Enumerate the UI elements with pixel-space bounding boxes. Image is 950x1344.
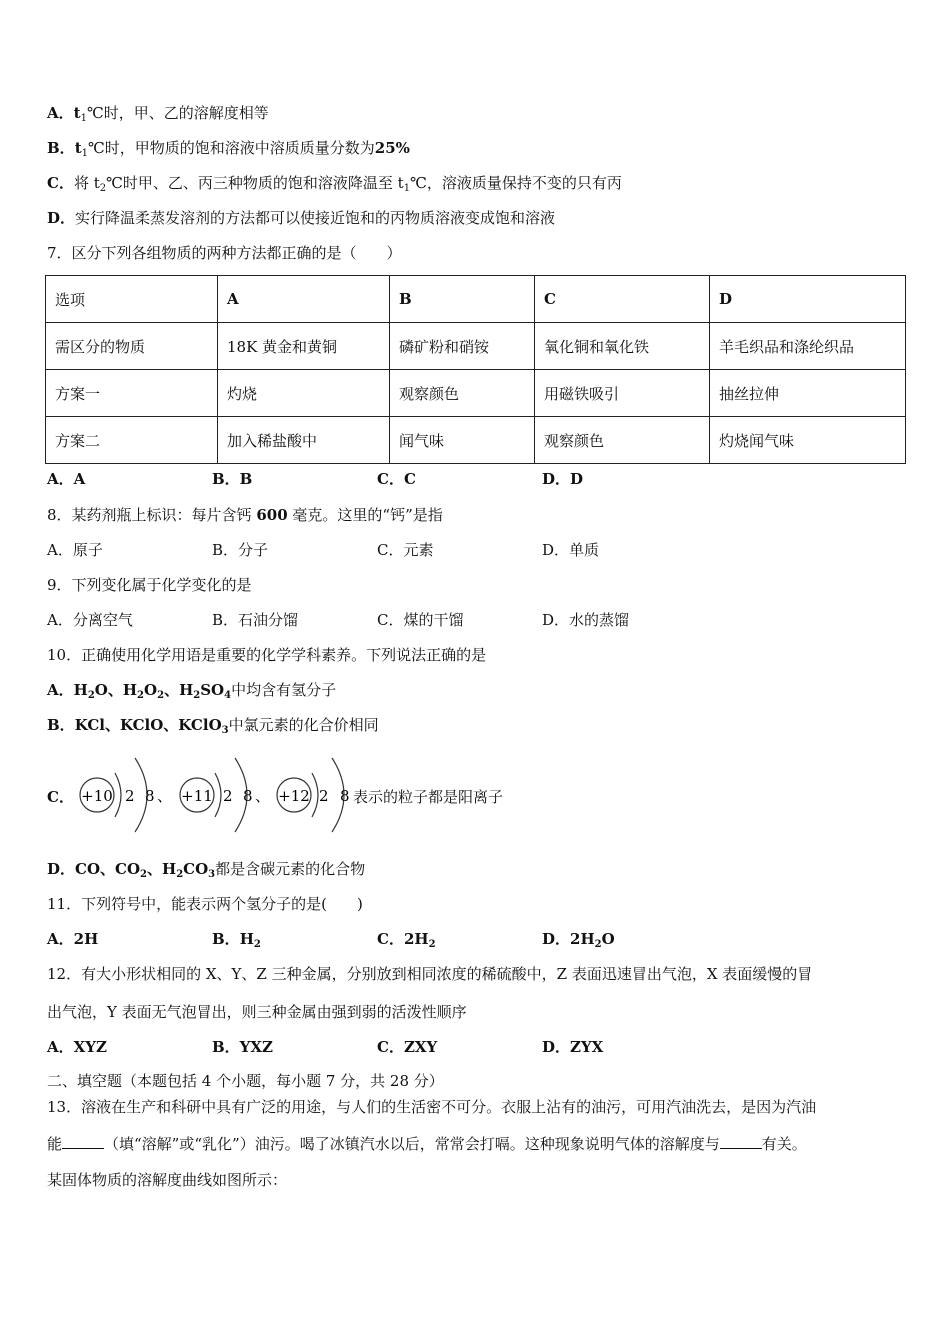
subscript: 2 [87,690,95,701]
formula: H [73,681,88,699]
q9-option-d: D．水的蒸馏 [542,611,630,629]
text: 都是含碳元素的化合物 [215,860,366,878]
subscript: 2 [594,939,602,950]
formula: CO、CO [75,860,141,878]
q10-option-b [47,715,379,735]
table-cell: 抽丝拉伸 [710,370,906,417]
text: 毫克。这里的“钙”是指 [292,506,443,524]
formula: 2H [403,930,429,948]
formula: 、H [147,860,177,878]
option-letter: A． [47,104,74,122]
q13-line3: 某固体物质的溶解度曲线如图所示： [47,1171,288,1189]
text: t [73,104,81,122]
q6-option-d [47,208,555,228]
table-cell: 方案一 [46,370,218,417]
number: 25% [374,139,410,157]
q12-option-b: B．YXZ [212,1038,273,1056]
shell-electrons: 2 [319,787,329,805]
q7-option-a: A．A [47,470,86,488]
q6-option-b [47,138,410,158]
q10-option-c-letter: C． [47,788,74,806]
subscript: 2 [137,690,145,701]
subscript: 3 [221,725,229,736]
subscript: 2 [428,939,436,950]
table-row [46,323,906,370]
q9-option-a: A．分离空气 [47,611,133,629]
formula: SO [200,681,225,699]
q8-option-b: B．分子 [212,541,269,559]
q13-line2 [47,1134,807,1154]
subscript: 1 [81,148,88,159]
shell-electrons: 8 [145,787,155,805]
q7-table [45,275,906,464]
table-cell: 氧化铜和氧化铁 [535,323,710,370]
text: 中氯元素的化合价相同 [228,716,379,734]
option-letter: C． [47,174,74,192]
option-letter: B． [47,716,75,734]
formula: 2H [570,930,595,948]
subscript: 2 [157,690,165,701]
formula: 、H [164,681,194,699]
subscript: 1 [403,183,411,194]
q11-option-d [542,929,615,949]
subscript: 2 [253,939,261,950]
q6-option-a [47,103,269,123]
q8-option-a: A．原子 [47,541,103,559]
subscript: 4 [224,690,232,701]
text: 实行降温柔蒸发溶剂的方法都可以使接近饱和的丙物质溶液变成饱和溶液 [75,209,556,227]
q12-stem-line1: 12．有大小形状相同的 X、Y、Z 三种金属，分别放到相同浓度的稀硫酸中，Z 表面迅速冒出气泡，X 表面缓慢的冒 [47,965,813,983]
q9-stem: 9．下列变化属于化学变化的是 [47,576,252,594]
table-cell: C [535,276,710,323]
formula: H [239,930,254,948]
text: 8．某药剂瓶上标识：每片含钙 [47,506,252,524]
q7-option-d: D．D [542,470,584,488]
text: t [74,139,82,157]
table-cell: 18K 黄金和黄铜 [218,323,390,370]
text: 有关。 [761,1135,807,1153]
table-cell: 选项 [46,276,218,323]
option-letter: A． [47,681,74,699]
q7-stem: 7．区分下列各组物质的两种方法都正确的是（ ） [47,244,402,262]
q10-option-c-text: 表示的粒子都是阳离子 [353,788,504,806]
table-cell: A [218,276,390,323]
q8-stem [47,505,443,525]
text: ℃时，甲物质的饱和溶液中溶质质量分数为 [88,139,375,157]
option-letter: D． [47,860,76,878]
nucleus-charge: +11 [181,787,213,805]
text: ℃时甲、乙、丙三种物质的饱和溶液降温至 t [106,174,404,192]
ion-diagram-3 [277,758,350,832]
q7-option-b: B．B [212,470,253,488]
q7-option-c: C．C [377,470,416,488]
text: 能 [47,1135,63,1153]
table-cell: 羊毛织品和涤纶织品 [710,323,906,370]
text: 将 t [73,174,100,192]
table-cell: D [710,276,906,323]
answer-blank-1[interactable] [62,1134,104,1149]
formula: O [144,681,158,699]
nucleus-charge: +10 [81,787,113,805]
q10-option-d [47,859,365,879]
table-row [46,370,906,417]
q8-option-d: D．单质 [542,541,600,559]
text: ℃时，甲、乙的溶解度相等 [86,104,269,122]
table-cell: 灼烧 [218,370,390,417]
q12-option-c: C．ZXY [377,1038,438,1056]
q10-option-a [47,680,336,700]
q9-option-b: B．石油分馏 [212,611,299,629]
table-cell: 用磁铁吸引 [535,370,710,417]
option-letter: D． [47,209,76,227]
ion-diagram-2 [180,758,270,832]
subscript: 1 [80,113,87,124]
formula: 2H [73,930,99,948]
subscript: 2 [193,690,201,701]
q12-option-a: A．XYZ [47,1038,107,1056]
table-cell: 观察颜色 [535,417,710,464]
text: （填“溶解”或“乳化”）油污。喝了冰镇汽水以后，常常会打嗝。这种现象说明气体的溶解度与 [104,1135,720,1153]
table-row [46,417,906,464]
table-cell: 加入稀盐酸中 [218,417,390,464]
q11-stem: 11．下列符号中，能表示两个氢分子的是( ) [47,895,363,913]
q12-stem-line2: 出气泡，Y 表面无气泡冒出，则三种金属由强到弱的活泼性顺序 [47,1003,467,1021]
table-header-row [46,276,906,323]
formula: O、H [94,681,138,699]
nucleus-charge: +12 [278,787,310,805]
text: ℃，溶液质量保持不变的只有丙 [410,174,622,192]
table-cell: 方案二 [46,417,218,464]
formula: KCl、KClO、KClO [74,716,222,734]
table-cell: 磷矿粉和硝铵 [390,323,535,370]
option-letter: A． [47,930,74,948]
q8-option-c: C．元素 [377,541,434,559]
subscript: 3 [208,869,216,880]
shell-electrons: 2 [223,787,233,805]
subscript: 2 [140,869,147,880]
shell-electrons: 8 [340,787,350,805]
formula: O [601,930,615,948]
q11-option-b [212,929,261,949]
text: 中均含有氢分子 [231,681,337,699]
option-letter: D． [542,930,571,948]
subscript: 2 [176,869,184,880]
table-cell: 灼烧闻气味 [710,417,906,464]
table-cell: B [390,276,535,323]
number: 600 [256,506,288,524]
option-letter: B． [47,139,75,157]
q13-line1: 13．溶液在生产和科研中具有广泛的用途，与人们的生活密不可分。衣服上沾有的油污，可用汽油洗去，是因为汽油 [47,1098,817,1116]
ion-structure-diagrams [47,748,367,840]
table-cell: 需区分的物质 [46,323,218,370]
q11-option-c [377,929,436,949]
q10-stem: 10．正确使用化学用语是重要的化学学科素养。下列说法正确的是 [47,646,487,664]
q12-option-d: D．ZYX [542,1038,604,1056]
table-cell: 闻气味 [390,417,535,464]
table-cell: 观察颜色 [390,370,535,417]
section-heading: 二、填空题（本题包括 4 个小题，每小题 7 分，共 28 分） [47,1072,444,1090]
option-letter: B． [212,930,240,948]
separator: 、 [157,787,173,805]
q9-option-c: C．煤的干馏 [377,611,464,629]
formula: CO [183,860,209,878]
ion-diagram-1 [80,758,172,832]
q11-option-a [47,929,98,949]
separator: 、 [255,787,271,805]
q6-option-c [47,173,622,193]
shell-electrons: 8 [243,787,253,805]
option-letter: C． [377,930,404,948]
answer-blank-2[interactable] [720,1134,762,1149]
subscript: 2 [99,183,107,194]
shell-electrons: 2 [125,787,135,805]
